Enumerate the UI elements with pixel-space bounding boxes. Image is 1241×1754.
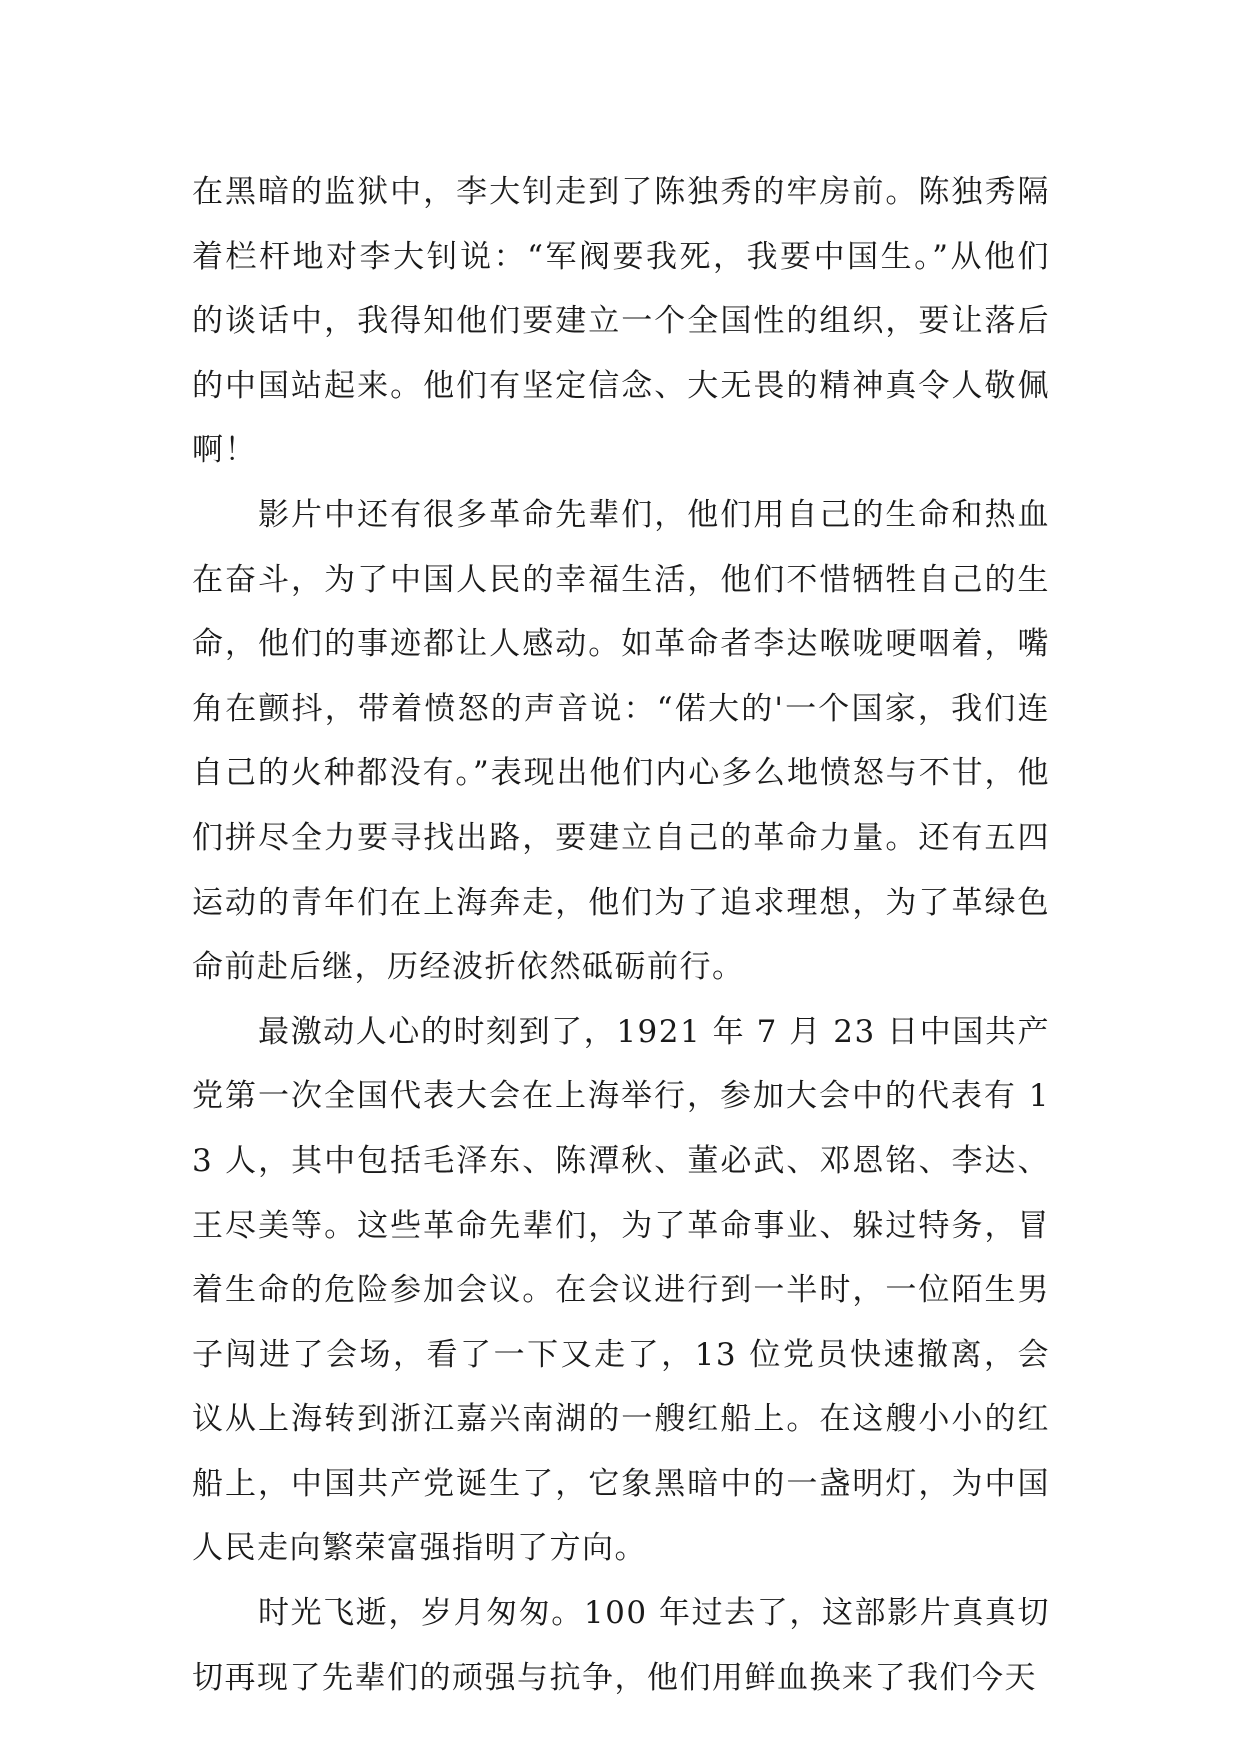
paragraph-first-congress: 最激动人心的时刻到了，1921 年 7 月 23 日中国共产党第一次全国代表大会在上海举行，参加大会中的代表有 13 人，其中包括毛泽东、陈潭秋、董必武、邓恩铭、李达、王尽美等。这些革命先辈们，为了革命事业、躲过特务，冒着生命的危险参加会议。在会议进行到一半时，一位陌生男子闯进了会场，看了一下又走了，13 位党员快速撤离，会议从上海转到浙江嘉兴南湖的一艘红船上。在这艘小小的红船上，中国共产党诞生了，它象黑暗中的一盏明灯，为中国人民走向繁荣富强指明了方向。 bbox=[192, 1013, 1050, 1567]
paragraph-hundred-years: 时光飞逝，岁月匆匆。100 年过去了，这部影片真真切切再现了先辈们的顽强与抗争，他们用鲜血换来了我们今天 bbox=[192, 1595, 1050, 1696]
document-body bbox=[192, 160, 1050, 1710]
paragraph-revolutionary-predecessors: 影片中还有很多革命先辈们，他们用自己的生命和热血在奋斗，为了中国人民的幸福生活，他们不惜牺牲自己的生命，他们的事迹都让人感动。如革命者李达喉咙哽咽着，嘴角在颤抖，带着愤怒的声音说：“偌大的'一个国家，我们连自己的火种都没有。”表现出他们内心多么地愤怒与不甘，他们拼尽全力要寻找出路，要建立自己的革命力量。还有五四运动的青年们在上海奔走，他们为了追求理想，为了革绿色命前赴后继，历经波折依然砥砺前行。 bbox=[192, 496, 1050, 986]
paragraph-prison-dialogue: 在黑暗的监狱中，李大钊走到了陈独秀的牢房前。陈独秀隔着栏杆地对李大钊说：“军阀要我死，我要中国生。”从他们的谈话中，我得知他们要建立一个全国性的组织，要让落后的中国站起来。他们有坚定信念、大无畏的精神真令人敬佩啊！ bbox=[192, 174, 1050, 469]
